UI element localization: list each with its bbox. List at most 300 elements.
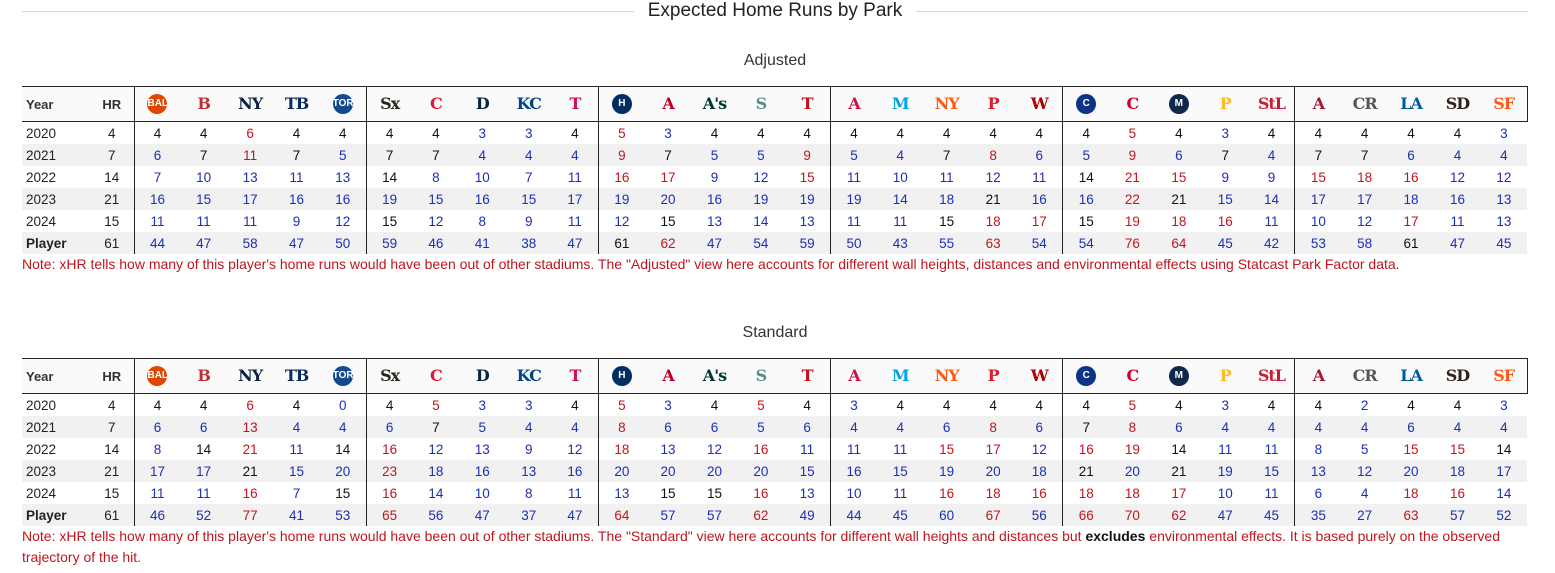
nationals-w-icon: W [1030, 366, 1048, 385]
phillies-p-icon: P [987, 94, 999, 113]
xhr-cell-bos: 47 [180, 232, 226, 254]
table-row [22, 122, 1527, 145]
row-year: 2020 [26, 125, 57, 141]
team-header-chc[interactable] [1063, 359, 1109, 394]
xhr-cell-nyy: 6 [246, 125, 254, 141]
blue-jays-bird-icon: TOR [333, 94, 353, 114]
hr-header[interactable]: HR [90, 359, 134, 394]
xhr-cell-kc: 3 [524, 397, 533, 413]
team-header-lad[interactable] [1388, 87, 1434, 122]
xhr-cell-sf: 52 [1481, 504, 1527, 526]
xhr-cell-col: 17 [1341, 188, 1387, 210]
row-hr: 15 [104, 485, 120, 501]
xhr-cell-kc: 37 [506, 504, 552, 526]
xhr-cell-laa: 13 [660, 441, 676, 457]
table-row [22, 210, 1527, 232]
standard-view-title: Standard [742, 324, 808, 341]
team-header-nyy[interactable] [227, 87, 273, 122]
xhr-cell-hou: 64 [598, 504, 644, 526]
rockies-cr-icon: CR [1352, 366, 1377, 385]
xhr-cell-kc: 9 [524, 441, 533, 457]
xhr-cell-tor: 50 [320, 232, 366, 254]
xhr-cell-mia: 15 [877, 460, 923, 482]
row-year: 2022 [26, 441, 57, 457]
team-header-sf[interactable] [1481, 359, 1527, 394]
hr-header[interactable]: HR [90, 87, 134, 122]
xhr-cell-col: 5 [1360, 441, 1369, 457]
team-header-tor[interactable] [320, 359, 366, 394]
team-header-kc[interactable] [506, 359, 552, 394]
xhr-cell-hou: 12 [598, 210, 644, 232]
xhr-cell-cle: 5 [432, 397, 440, 413]
xhr-cell-nyy: 13 [227, 416, 273, 438]
xhr-cell-col: 12 [1357, 213, 1373, 229]
xhr-cell-cle: 15 [413, 188, 459, 210]
row-hr: 4 [107, 125, 116, 141]
team-header-tor[interactable] [320, 87, 366, 122]
team-header-bos[interactable] [180, 359, 226, 394]
xhr-cell-det: 3 [478, 397, 487, 413]
xhr-cell-mia: 11 [893, 441, 908, 457]
blue-jays-bird-icon: TOR [333, 366, 353, 386]
xhr-cell-col: 4 [1360, 485, 1369, 501]
xhr-cell-hou: 8 [598, 416, 644, 438]
xhr-cell-col: 7 [1341, 144, 1387, 166]
xhr-cell-tb: 7 [292, 485, 301, 501]
team-header-cin[interactable] [1109, 359, 1155, 394]
xhr-cell-tex: 13 [799, 485, 815, 501]
team-header-phi[interactable] [970, 359, 1016, 394]
xhr-cell-tor: 15 [335, 485, 351, 501]
header-row [22, 359, 1527, 394]
xhr-cell-laa: 15 [660, 213, 676, 229]
xhr-cell-nym: 55 [923, 232, 969, 254]
xhr-cell-nyy: 13 [242, 169, 258, 185]
xhr-cell-sd: 11 [1450, 213, 1465, 229]
team-header-wsh[interactable] [1016, 359, 1062, 394]
xhr-cell-det: 4 [459, 144, 505, 166]
row-year: Player [22, 232, 90, 254]
cubs-c-icon: C [1076, 366, 1096, 386]
xhr-cell-kc: 13 [506, 460, 552, 482]
team-header-az[interactable] [1295, 359, 1341, 394]
xhr-cell-cin: 20 [1109, 460, 1155, 482]
xhr-cell-kc: 3 [524, 125, 533, 141]
xhr-cell-cin: 19 [1124, 441, 1140, 457]
angels-a-icon: A [662, 94, 674, 113]
xhr-cell-lad: 61 [1388, 232, 1434, 254]
xhr-cell-atl: 5 [831, 144, 877, 166]
xhr-cell-tor: 4 [338, 125, 347, 141]
xhr-cell-stl: 11 [1264, 485, 1279, 501]
team-header-min[interactable] [552, 87, 598, 122]
xhr-cell-az: 15 [1295, 166, 1341, 188]
xhr-cell-nyy: 58 [227, 232, 273, 254]
team-header-nyy[interactable] [227, 359, 273, 394]
xhr-cell-hou: 61 [598, 232, 644, 254]
xhr-cell-sea: 54 [738, 232, 784, 254]
xhr-cell-atl: 19 [831, 188, 877, 210]
team-header-stl[interactable] [1249, 87, 1295, 122]
xhr-cell-stl: 42 [1249, 232, 1295, 254]
xhr-cell-kc: 9 [524, 213, 533, 229]
xhr-cell-bal: 6 [134, 144, 180, 166]
team-header-cws[interactable] [366, 359, 412, 394]
xhr-cell-atl: 10 [831, 482, 877, 504]
team-header-lad[interactable] [1388, 359, 1434, 394]
title-rule-right [916, 11, 1528, 12]
xhr-cell-pit: 3 [1221, 397, 1230, 413]
team-header-tb[interactable] [273, 87, 319, 122]
xhr-cell-min: 11 [567, 213, 582, 229]
xhr-cell-cle: 8 [432, 169, 440, 185]
xhr-cell-pit: 45 [1202, 232, 1248, 254]
standard-note-excludes: excludes [1085, 528, 1146, 544]
xhr-cell-laa: 17 [660, 169, 676, 185]
diamondbacks-a-icon: A [1312, 366, 1325, 385]
team-header-col[interactable] [1341, 87, 1387, 122]
xhr-cell-nyy: 16 [242, 485, 258, 501]
xhr-cell-atl: 11 [831, 210, 877, 232]
team-header-bal[interactable] [134, 359, 180, 394]
team-header-pit[interactable] [1202, 359, 1248, 394]
team-header-cle[interactable] [413, 359, 459, 394]
team-header-tex[interactable] [784, 359, 830, 394]
guardians-c-icon: C [429, 94, 442, 113]
team-header-chc[interactable] [1063, 87, 1109, 122]
team-header-mia[interactable] [877, 359, 923, 394]
xhr-cell-chc: 5 [1063, 144, 1109, 166]
xhr-cell-det: 3 [478, 125, 487, 141]
xhr-cell-bal: 11 [134, 482, 180, 504]
team-header-oak[interactable] [691, 87, 737, 122]
team-header-az[interactable] [1295, 87, 1341, 122]
xhr-cell-tex: 11 [800, 441, 815, 457]
xhr-cell-cle: 12 [428, 213, 444, 229]
xhr-cell-cin: 5 [1128, 125, 1137, 141]
team-header-sd[interactable] [1434, 87, 1480, 122]
rays-tb-icon: TB [284, 94, 309, 113]
team-header-cle[interactable] [413, 87, 459, 122]
team-header-mia[interactable] [877, 87, 923, 122]
rangers-t-icon: T [801, 366, 813, 385]
xhr-cell-laa: 7 [645, 144, 691, 166]
xhr-cell-laa: 20 [645, 188, 691, 210]
team-header-sd[interactable] [1434, 359, 1480, 394]
xhr-cell-pit: 9 [1221, 169, 1230, 185]
team-header-kc[interactable] [506, 87, 552, 122]
xhr-cell-laa: 6 [645, 416, 691, 438]
xhr-cell-min: 4 [552, 416, 598, 438]
team-header-cws[interactable] [366, 87, 412, 122]
rays-tb-icon: TB [284, 366, 309, 385]
row-year: 2020 [26, 397, 57, 413]
xhr-cell-tor: 13 [335, 169, 351, 185]
xhr-cell-nyy: 11 [227, 144, 273, 166]
xhr-cell-det: 13 [474, 441, 490, 457]
team-header-laa[interactable] [645, 87, 691, 122]
xhr-cell-bal: 6 [134, 416, 180, 438]
xhr-cell-az: 17 [1295, 188, 1341, 210]
row-year: 2021 [22, 144, 90, 166]
mets-ny-icon: NY [934, 94, 959, 113]
xhr-cell-hou: 5 [598, 394, 644, 417]
xhr-cell-phi: 8 [970, 416, 1016, 438]
xhr-cell-laa: 62 [645, 232, 691, 254]
xhr-cell-oak: 9 [710, 169, 719, 185]
red-sox-b-icon: B [197, 94, 210, 113]
xhr-cell-mia: 14 [877, 188, 923, 210]
team-header-atl[interactable] [831, 359, 877, 394]
xhr-cell-mil: 4 [1175, 125, 1183, 141]
xhr-cell-col: 4 [1360, 125, 1369, 141]
xhr-cell-cle: 4 [432, 125, 440, 141]
xhr-cell-bal: 4 [134, 122, 180, 145]
xhr-cell-sea: 5 [738, 416, 784, 438]
xhr-cell-pit: 16 [1217, 213, 1233, 229]
xhr-cell-tex: 4 [803, 397, 811, 413]
xhr-cell-sea: 14 [753, 213, 769, 229]
xhr-cell-phi: 18 [985, 213, 1001, 229]
standard-note-text: Note: xHR tells how many of this player's home runs would have been out of other stadiums. The "Standard" view here accounts for different wall heights and distances but [22, 528, 1086, 544]
white-sox-sox-icon: Sx [380, 366, 400, 385]
xhr-cell-mil: 62 [1156, 504, 1202, 526]
xhr-cell-oak: 15 [706, 485, 722, 501]
xhr-cell-tex: 15 [799, 169, 815, 185]
xhr-cell-hou: 16 [598, 166, 644, 188]
xhr-cell-oak: 6 [691, 416, 737, 438]
row-hr: 61 [90, 232, 134, 254]
xhr-cell-tor: 14 [335, 441, 351, 457]
xhr-cell-wsh: 17 [1031, 213, 1047, 229]
xhr-cell-nym: 18 [923, 188, 969, 210]
team-header-laa[interactable] [645, 359, 691, 394]
xhr-cell-sf: 14 [1496, 441, 1512, 457]
xhr-cell-sea: 5 [757, 397, 765, 413]
royals-kc-icon: KC [516, 94, 541, 113]
xhr-cell-det: 16 [459, 188, 505, 210]
xhr-cell-bal: 4 [134, 394, 180, 417]
xhr-cell-chc: 18 [1063, 482, 1109, 504]
team-header-det[interactable] [459, 359, 505, 394]
team-header-stl[interactable] [1249, 359, 1295, 394]
xhr-cell-phi: 17 [985, 441, 1001, 457]
xhr-cell-col: 2 [1360, 397, 1369, 413]
xhr-cell-sea: 12 [753, 169, 769, 185]
xhr-cell-cle: 7 [413, 416, 459, 438]
team-header-pit[interactable] [1202, 87, 1248, 122]
xhr-cell-bos: 52 [180, 504, 226, 526]
xhr-cell-cin: 18 [1124, 485, 1140, 501]
xhr-cell-stl: 14 [1249, 188, 1295, 210]
giants-sf-icon: SF [1493, 366, 1515, 385]
xhr-cell-chc: 21 [1063, 460, 1109, 482]
year-header[interactable]: Year [22, 359, 90, 394]
xhr-cell-atl: 4 [831, 416, 877, 438]
xhr-cell-sea: 16 [753, 441, 769, 457]
team-header-tex[interactable] [784, 87, 830, 122]
pirates-p-icon: P [1219, 366, 1231, 385]
xhr-cell-cin: 76 [1109, 232, 1155, 254]
team-header-mil[interactable] [1156, 87, 1202, 122]
row-hr: 21 [90, 188, 134, 210]
xhr-cell-lad: 4 [1407, 397, 1415, 413]
xhr-cell-tb: 7 [273, 144, 319, 166]
team-header-min[interactable] [552, 359, 598, 394]
guardians-c-icon: C [429, 366, 442, 385]
xhr-cell-sf: 12 [1496, 169, 1512, 185]
xhr-cell-mia: 43 [877, 232, 923, 254]
team-header-sea[interactable] [738, 359, 784, 394]
xhr-cell-az: 4 [1295, 122, 1341, 145]
xhr-cell-sf: 13 [1481, 188, 1527, 210]
cubs-c-icon: C [1076, 94, 1096, 114]
xhr-cell-pit: 3 [1221, 125, 1230, 141]
dodgers-la-icon: LA [1400, 366, 1422, 385]
xhr-cell-sd: 47 [1434, 232, 1480, 254]
xhr-cell-sea: 16 [753, 485, 769, 501]
xhr-cell-tor: 16 [320, 188, 366, 210]
table-row [22, 416, 1527, 438]
xhr-cell-nym: 60 [923, 504, 969, 526]
xhr-cell-mil: 15 [1171, 169, 1187, 185]
team-header-atl[interactable] [831, 87, 877, 122]
team-header-mil[interactable] [1156, 359, 1202, 394]
xhr-cell-sd: 4 [1453, 125, 1462, 141]
xhr-cell-cle: 46 [413, 232, 459, 254]
xhr-cell-laa: 3 [664, 125, 672, 141]
astros-star-icon: H [612, 366, 632, 386]
xhr-cell-sf: 14 [1496, 485, 1512, 501]
xhr-cell-tex: 59 [784, 232, 830, 254]
xhr-cell-phi: 20 [970, 460, 1016, 482]
xhr-cell-sea: 62 [738, 504, 784, 526]
xhr-cell-oak: 4 [710, 397, 719, 413]
xhr-cell-tb: 4 [273, 416, 319, 438]
dodgers-la-icon: LA [1400, 94, 1422, 113]
xhr-cell-sd: 15 [1449, 441, 1465, 457]
cardinals-stl-icon: StL [1257, 94, 1286, 113]
team-header-nym[interactable] [923, 359, 969, 394]
xhr-cell-kc: 4 [506, 144, 552, 166]
xhr-cell-tex: 13 [799, 213, 815, 229]
xhr-cell-mia: 10 [892, 169, 908, 185]
xhr-cell-sea: 20 [738, 460, 784, 482]
team-header-bos[interactable] [180, 87, 226, 122]
xhr-cell-bos: 4 [199, 397, 208, 413]
header-row [22, 87, 1527, 122]
team-header-cin[interactable] [1109, 87, 1155, 122]
xhr-cell-det: 41 [459, 232, 505, 254]
xhr-cell-chc: 15 [1063, 210, 1109, 232]
orioles-bird-icon: BAL [147, 94, 167, 114]
xhr-cell-tb: 4 [292, 397, 301, 413]
xhr-cell-wsh: 11 [1032, 169, 1047, 185]
row-year: 2021 [22, 416, 90, 438]
xhr-cell-cws: 4 [366, 122, 412, 145]
team-header-sea[interactable] [738, 87, 784, 122]
xhr-cell-atl: 4 [831, 122, 877, 145]
xhr-cell-cws: 16 [366, 438, 412, 460]
xhr-cell-hou: 5 [598, 122, 644, 145]
adjusted-note: Note: xHR tells how many of this player's home runs would have been out of other stadiums. The "Adjusted" view here accounts for different wall heights, distances and environmental effects using Statcast Park Factor data. [22, 256, 1400, 272]
year-header[interactable]: Year [22, 87, 90, 122]
row-hr: 7 [90, 416, 134, 438]
xhr-cell-cws: 6 [366, 416, 412, 438]
xhr-cell-tex: 19 [784, 188, 830, 210]
xhr-cell-stl: 15 [1249, 460, 1295, 482]
angels-a-icon: A [662, 366, 674, 385]
xhr-cell-nym: 19 [923, 460, 969, 482]
braves-a-icon: A [848, 94, 860, 113]
team-header-hou[interactable] [598, 87, 644, 122]
xhr-cell-mil: 21 [1156, 188, 1202, 210]
nationals-w-icon: W [1030, 94, 1048, 113]
xhr-cell-sd: 4 [1434, 144, 1480, 166]
xhr-cell-sf: 3 [1500, 125, 1508, 141]
reds-c-icon: C [1126, 94, 1139, 113]
team-header-bal[interactable] [134, 87, 180, 122]
team-header-nym[interactable] [923, 87, 969, 122]
row-hr: 7 [90, 144, 134, 166]
xhr-cell-tex: 4 [803, 125, 811, 141]
xhr-cell-kc: 15 [506, 188, 552, 210]
red-sox-b-icon: B [197, 366, 210, 385]
xhr-cell-az: 8 [1295, 438, 1341, 460]
team-header-oak[interactable] [691, 359, 737, 394]
xhr-cell-oak: 12 [706, 441, 722, 457]
xhr-cell-sd: 16 [1449, 485, 1465, 501]
xhr-cell-tb: 47 [273, 232, 319, 254]
xhr-cell-chc: 14 [1063, 166, 1109, 188]
team-header-wsh[interactable] [1016, 87, 1062, 122]
xhr-cell-nyy: 6 [246, 397, 254, 413]
xhr-cell-nym: 7 [923, 144, 969, 166]
xhr-cell-atl: 16 [831, 460, 877, 482]
athletics-as-icon: A's [702, 366, 727, 385]
xhr-cell-mil: 21 [1156, 460, 1202, 482]
xhr-cell-det: 16 [459, 460, 505, 482]
xhr-cell-cle: 18 [413, 460, 459, 482]
xhr-cell-kc: 8 [524, 485, 533, 501]
team-header-phi[interactable] [970, 87, 1016, 122]
team-header-det[interactable] [459, 87, 505, 122]
xhr-cell-tb: 11 [289, 169, 304, 185]
xhr-cell-atl: 44 [831, 504, 877, 526]
xhr-cell-mia: 4 [896, 125, 904, 141]
xhr-cell-pit: 47 [1202, 504, 1248, 526]
team-header-sf[interactable] [1481, 87, 1527, 122]
xhr-cell-det: 8 [478, 213, 487, 229]
team-header-col[interactable] [1341, 359, 1387, 394]
xhr-cell-lad: 15 [1403, 441, 1419, 457]
tigers-d-icon: D [475, 366, 489, 385]
team-header-hou[interactable] [598, 359, 644, 394]
xhr-cell-laa: 3 [664, 397, 672, 413]
team-header-tb[interactable] [273, 359, 319, 394]
giants-sf-icon: SF [1493, 94, 1515, 113]
xhr-cell-tor: 4 [320, 416, 366, 438]
xhr-cell-bos: 11 [196, 213, 211, 229]
xhr-cell-tex: 15 [784, 460, 830, 482]
xhr-cell-mil: 6 [1156, 416, 1202, 438]
xhr-cell-stl: 4 [1249, 416, 1295, 438]
xhr-cell-kc: 38 [506, 232, 552, 254]
xhr-cell-cle: 7 [413, 144, 459, 166]
xhr-cell-atl: 50 [831, 232, 877, 254]
standard-note-text-end: environmental effects. It is based purely on the observed trajectory of the hit. [22, 528, 1501, 565]
row-hr: 61 [90, 504, 134, 526]
